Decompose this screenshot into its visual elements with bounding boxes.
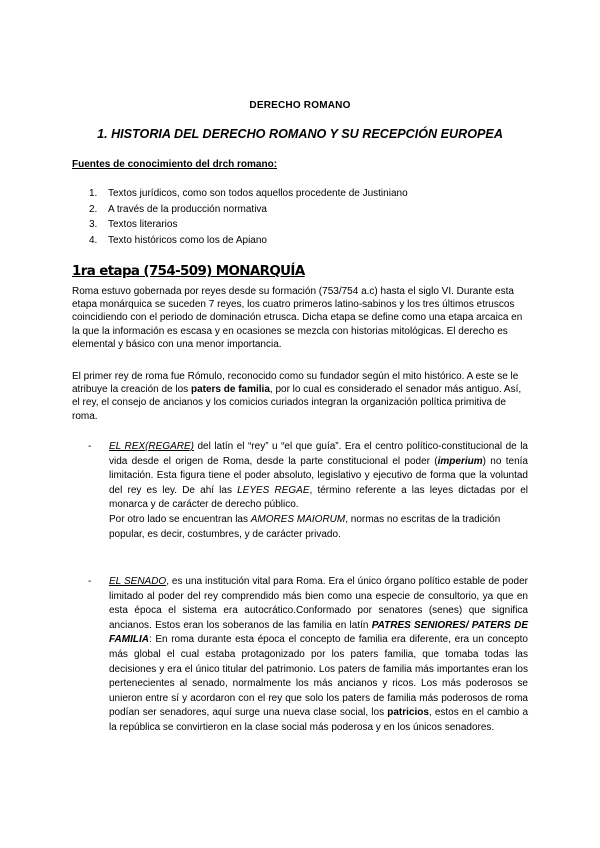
paragraph-text: El primer rey de roma fue Rómulo, reconocido como su fundador según el mito histórico. A este se le atribuye la creación de los [72, 371, 519, 396]
term-patres-seniores: PATRES SENIORES/ PATERS DE FAMILIA [109, 619, 528, 646]
document-subtitle: 1. HISTORIA DEL DERECHO ROMANO Y SU RECEPCIÓN EUROPEA [97, 127, 503, 141]
term-senado: EL SENADO [109, 576, 167, 587]
term-patricios: patricios [387, 707, 429, 719]
list-item [72, 217, 408, 233]
paragraph-text: , por lo cual es considerado el senador más antiguo. Así, el rey, el consejo de ancianos y los comicios curiados integran la organización política primitiva de roma. [72, 384, 522, 422]
term-rex: EL REX(REGARE) [109, 441, 194, 452]
list-item [72, 202, 408, 218]
bullet-text: Por otro lado se encuentran las [109, 513, 251, 525]
list-number: 4. [89, 234, 98, 246]
bullet-body [109, 440, 528, 542]
bold-term-paters: paters de familia [190, 384, 270, 396]
bullet-paragraph [109, 575, 528, 736]
list-number: 3. [89, 219, 98, 231]
list-text: Textos jurídicos, como son todos aquellos procedente de Justiniano [108, 188, 408, 199]
paragraph-monarchy-intro: Roma estuvo gobernada por reyes desde su formación (753/754 a.c) hasta el siglo VI. Durante esta etapa monárquica se suceden 7 reyes, los cuatro primeros latino-sabinos y los tres últimos etruscos coincidiendo con el periodo de dominación etrusca. Dicha etapa se define como una etapa arcaica en la que la información es escasa y en ocasiones se mezcla con historias mitológicas. El derecho es elemental y básico con una menor importancia. [72, 286, 523, 350]
list-text: Textos literarios [108, 219, 178, 231]
bullet-paragraph [109, 440, 528, 513]
list-text: Texto históricos como los de Apiano [108, 234, 267, 246]
term-amores-maiorum: AMORES MAIORUM [250, 513, 346, 525]
bullet-dash: - [88, 441, 92, 452]
bullet-senado [72, 575, 528, 736]
bullet-text: : En roma durante esta época el concepto de familia era diferente, era un concepto más global el cual estaba protagonizado por los paters familia, que tomaba todas las decisiones y era el único titular del patrimonio. Los paters de familia más importantes eran los pertenecientes al senado, normalmente los más ancianos y ricos. Los más poderosos se unieron entre sí y acordaron con el rey que solo los paters de familia más poderosos de roma podían ser senadores, aquí surge una nueva clase social, los [109, 634, 528, 719]
bullet-text: ) no tenía limitación. Esta figura tiene el poder absoluto, legislativo y ejecutivo de forma que la voluntad del rey es ley. De ahí las [109, 455, 528, 496]
sources-heading: Fuentes de conocimiento del drch romano: [72, 159, 278, 170]
bullet-dash: - [88, 576, 92, 587]
bullet-rex [72, 440, 528, 542]
bullet-text: , es una institución vital para Roma. Era el único órgano político estable de poder limitado al poder del rey comprendido más bien como una especie de consultorio, ya que en esta época el sistema era autocrático.Conformado por senatores (senes) que significa ancianos. Estos eran los soberanos de las familia en latín [109, 576, 528, 631]
term-leyes-regae: LEYES REGAE [237, 484, 310, 496]
bullet-text: , término referente a las leyes dictadas por el monarca y de carácter de derecho público. [109, 484, 528, 511]
bullet-paragraph [109, 513, 528, 542]
list-item [72, 186, 408, 202]
term-imperium: imperium [437, 455, 483, 467]
list-number: 2. [89, 203, 98, 215]
document-title: DERECHO ROMANO [249, 100, 351, 111]
bullet-text: , estos en el cambio a la república se convirtieron en la clase social más poderosa y en los únicos senadores. [109, 707, 528, 733]
sources-list [72, 186, 408, 248]
bullet-text: del latín el “rey” u “el que guía”. Era el centro político-constitucional de la vida desde el origen de Roma, desde la parte constitucional el poder ( [109, 441, 528, 467]
bullet-body [109, 575, 528, 736]
bullet-text: , normas no escritas de la tradición popular, es decir, costumbres, y de carácter privado. [109, 513, 501, 540]
list-item [72, 233, 408, 249]
list-number: 1. [89, 188, 98, 199]
list-text: A través de la producción normativa [108, 203, 267, 215]
paragraph-romulus [72, 370, 528, 423]
section-heading: 1ra etapa (754-509) MONARQUÍA [72, 264, 305, 279]
